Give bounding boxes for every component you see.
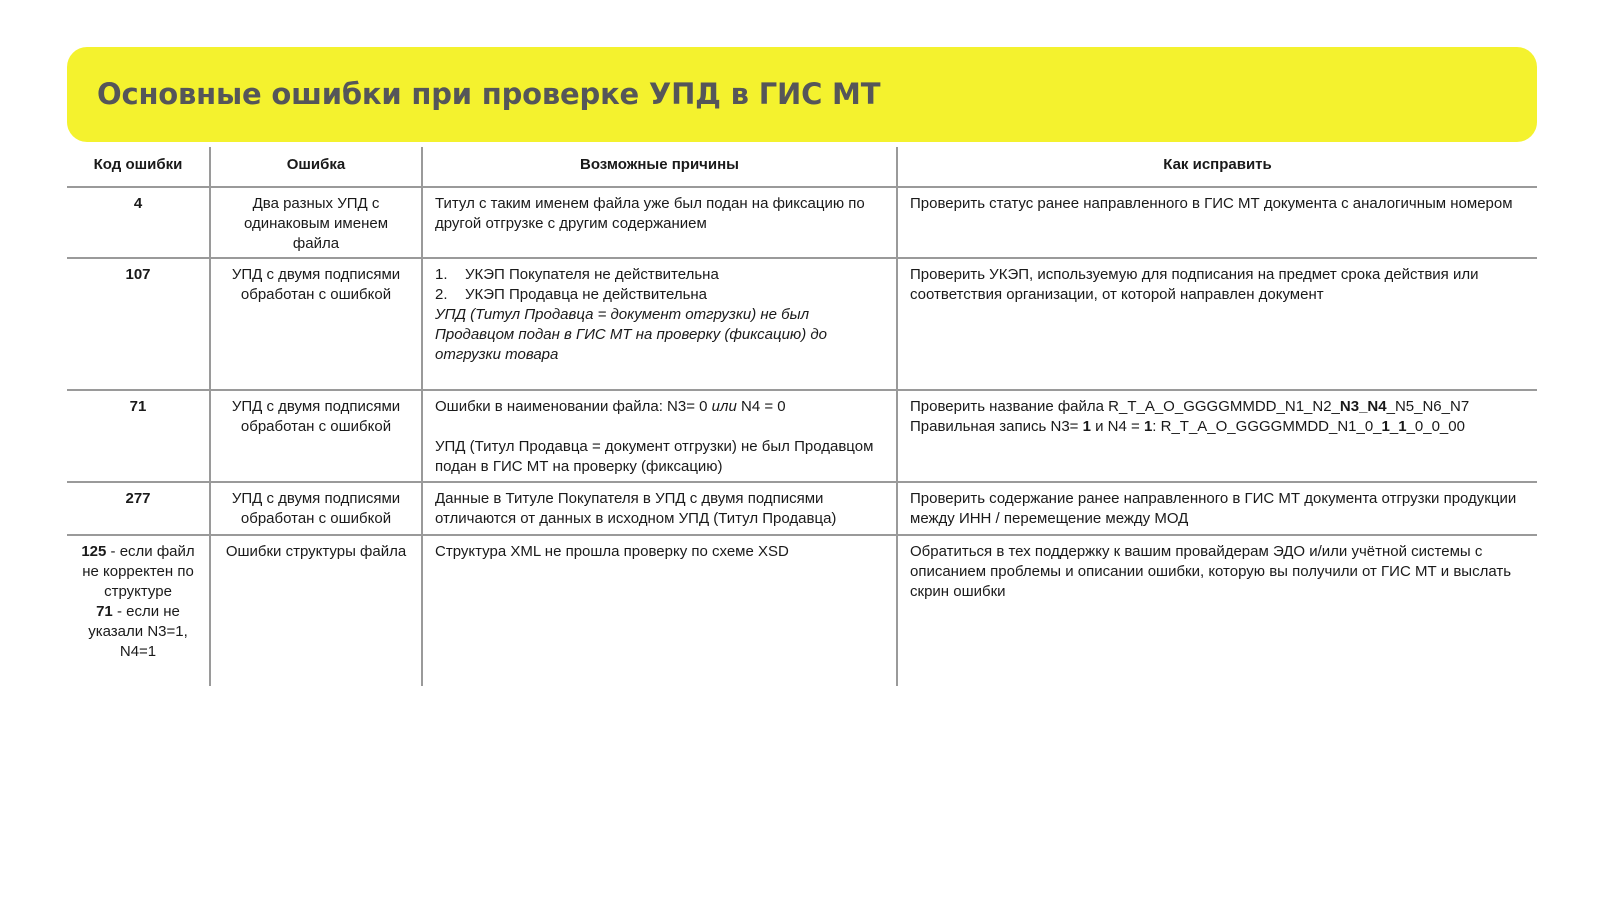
- page-title: Основные ошибки при проверке УПД в ГИС МТ: [97, 77, 881, 111]
- fix-line: Проверить название файла R_T_A_O_GGGGMMDD_N1_N2_N3_N4_N5_N6_N7: [910, 398, 1470, 415]
- error-fix: [898, 391, 1537, 481]
- header-fix: Как исправить: [1163, 156, 1272, 173]
- error-cause: [423, 391, 898, 481]
- cause-list-item: 2. УКЭП Продавца не действительна: [435, 286, 708, 303]
- header-code: Код ошибки: [67, 147, 211, 186]
- error-code: 277: [67, 483, 211, 534]
- error-code: 4: [67, 188, 211, 257]
- error-cause: Структура XML не прошла проверку по схеме XSD: [423, 536, 898, 686]
- error-cause: [423, 259, 898, 389]
- error-cause: Титул с таким именем файла уже был подан на фиксацию по другой отгрузке с другим содержанием: [423, 188, 898, 257]
- cause-note: УПД (Титул Продавца = документ отгрузки) не был Продавцом подан в ГИС МТ на проверку (фиксацию) до отгрузки товара: [435, 306, 828, 363]
- cause-line: УПД (Титул Продавца = документ отгрузки) не был Продавцом подан в ГИС МТ на проверку (фиксацию): [435, 438, 874, 475]
- error-name: Два разных УПД с одинаковым именем файла: [211, 188, 423, 257]
- table-row: [67, 483, 1537, 536]
- error-fix: Проверить УКЭП, используемую для подписания на предмет срока действия или соответствия организации, от которой направлен документ: [910, 266, 1479, 303]
- list-number: 2.: [435, 286, 448, 303]
- error-fix: Обратиться в тех поддержку к вашим провайдерам ЭДО и/или учётной системы с описанием проблемы и описании ошибки, которую вы получили от ГИС МТ и выслать скрин ошибки: [910, 543, 1512, 600]
- error-name: УПД с двумя подписями обработан с ошибкой: [211, 391, 423, 481]
- title-banner: [67, 47, 1537, 142]
- table-row: [67, 536, 1537, 686]
- error-name: Ошибки структуры файла: [211, 536, 423, 686]
- error-name: УПД с двумя подписями обработан с ошибкой: [211, 259, 423, 389]
- table-row: [67, 188, 1537, 259]
- cause-list-item: 1. УКЭП Покупателя не действительна: [435, 266, 719, 283]
- table-row: [67, 259, 1537, 391]
- error-code: 71: [67, 391, 211, 481]
- cause-line: Ошибки в наименовании файла: N3= 0 или N4 = 0: [435, 398, 786, 415]
- error-fix: Проверить статус ранее направленного в ГИС МТ документа с аналогичным номером: [910, 195, 1513, 212]
- error-code: 107: [67, 259, 211, 389]
- error-fix: Проверить содержание ранее направленного в ГИС МТ документа отгрузки продукции между ИНН / перемещение между МОД: [910, 490, 1517, 527]
- fix-line: Правильная запись N3= 1 и N4 = 1: R_T_A_O_GGGGMMDD_N1_0_1_1_0_0_00: [910, 418, 1465, 435]
- header-error: Ошибка: [211, 147, 423, 186]
- table-row: [67, 391, 1537, 483]
- list-number: 1.: [435, 266, 448, 283]
- error-code: 125 - если файл не корректен по структуре 71 - если не указали N3=1, N4=1: [67, 536, 211, 686]
- errors-table: [67, 147, 1537, 686]
- header-causes: Возможные причины: [423, 147, 898, 186]
- error-name: УПД с двумя подписями обработан с ошибкой: [211, 483, 423, 534]
- error-cause: Данные в Титуле Покупателя в УПД с двумя подписями отличаются от данных в исходном УПД (Титул Продавца): [423, 483, 898, 534]
- table-header-row: [67, 147, 1537, 188]
